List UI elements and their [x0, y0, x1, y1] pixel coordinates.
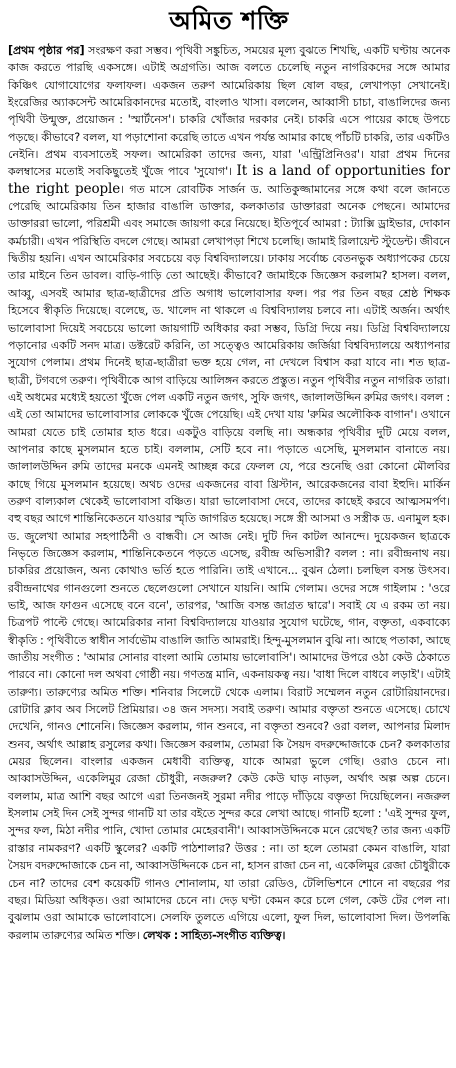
body-paragraph-1: সংরক্ষণ করা সম্ভব। পৃথিবী সঙ্কুচিত, সময়ের মূল্য বুঝতে শিখছি, একটি ঘণ্টায় অনেক কাজ করতে পারছি একসঙ্গে। এটাই অগ্রগতি। আজ বলতে চেলেছি নতুন নাগরিকদের সঙ্গে আমার কিঞ্চিৎ যোগাযোগের ফলাফল। একজন তরুণ আমেরিকায় ছিল ষোল বছর, লেখাপড়া সেখানেই। ইংরেজির অ্যাকসেন্ট আমেরিকানদের মতোই, বাংলাও খাসা। বললেন, আব্বাসী চাচা, বাঙালিদের জন্য পৃথিবী উন্মুক্ত, প্রয়োজন : 'স্মার্টনেস'। চাকরি খোঁজার দরকার নেই। চাকরি এসে পায়ের কাছে উপচে পড়ছে। কীভাবে? বলল, যা পড়াশোনা করেছি তাতে এখন পর্যন্ত আমার কাছে পাঁচটি চাকরি, তার একটিও নেইনি। প্রথম ব্যবসাতেই সফল। আমেরিকা তাদের জন্য, যারা 'এন্ট্রিপ্রিনিওর'। যারা প্রথম দিনের কলম্বাসের মতোই সবকিছুতেই খুঁজে পাবে 'সুযোগ'।	[8, 44, 450, 179]
body-paragraph-2: । গত মাসে রোবটিক সার্জন ড. আতিকুজ্জামানের সঙ্গে কথা বলে জানতে পেরেছি আমেরিকায় তিন হাজার বাঙালি ডাক্তার, কলকাতার ডাক্তাররা অনেক পেছনে। আমাদের ডাক্তাররা ভালো, পরিশ্রমী এবং সমাজে জায়গা করে নিয়েছে। ইতিপূর্বে আমরা : ট্যাক্সি ড্রাইভার, দোকান কর্মচারী। এখন পরিস্থিতি বদলে গেছে। আমরা লেখাপড়া শিখে চলেছি। জামাই রিলায়েন্ট স্টুডেন্ট। জীবনে দ্বিতীয় হয়নি। এখন আমেরিকার সবচেয়ে বড় বিশ্ববিদ্যালয়ে। ঢাকায় সর্বোচ্চ বেতনভুক অধ্যাপকের চেয়ে তার মাইনে তিন ডাবল। বাড়ি-গাড়ি তো আছেই। কীভাবে? জামাইকে জিজ্ঞেস করলাম? হাসল। বলল, আব্বু, এসবই আমার ছাত্র-ছাত্রীদের প্রতি অগাধ ভালোবাসার ফল। পর পর তিন বছর শ্রেষ্ঠ শিক্ষক হিসেবে স্বীকৃতি দিয়েছে। বলেছে, ড. খালেদ না থাকলে এ বিশ্ববিদ্যালয় চলবে না। এটাই অর্জন। অর্থাৎ ভালোবাসা দিয়েই সবচেয়ে ভালো জায়গাটি অধিকার করা সম্ভব, ডিগ্রি দিয়ে নয়। ডিগ্রি বিশ্ববিদ্যালয়ে পড়ানোর একটি সনদ মাত্র। ডক্টরেট করিনি, তা সত্ত্বেও আমেরিকায় জর্জিয়া বিশ্ববিদ্যালয়ে অধ্যাপনার সুযোগ পেলাম। প্রথম দিনেই ছাত্র-ছাত্রীরা ভক্ত হয়ে গেল, না দেখলে বিশ্বাস করা যাবে না। শত ছাত্র-ছাত্রী, টগবগে তরুণ। পৃথিবীকে আগ বাড়িয়ে আলিঙ্গন করতে প্রস্তুত। নতুন পৃথিবীর নতুন নাগরিক তারা। এই অধমের মধ্যেই হয়তো খুঁজে পেল একটি নতুন জগৎ, সুফি জগৎ, জালালউদ্দিন রুমির জগৎ। বলল : এই তো আমাদের ভালোবাসার লোককে খুঁজে পেয়েছি। এই দেখা যায় 'রুমির অলৌকিক বাগান'। ওখানে আমরা যেতে চাই তোমার হাত ধরে। একটুও বাড়িয়ে বলছি না। অন্ধকার পৃথিবীর দুটি মেয়ে বলল, আপনার কাছে মুসলমান হতে চাই। বললাম, সেটি হবে না। পড়াতে এসেছি, মুসলমান বানাতে নয়। জালালউদ্দিন রুমি তাদের মনকে এমনই আচ্ছন্ন করে ফেলল যে, পরে শুনেছি ওরা কোনো মৌলবির কাছে গিয়ে মুসলমান হয়েছে। অথচ ওদের একজনের বাবা খ্রিস্টান, আরেকজনের বাবা ইহুদি। মার্কিন তরুণ বাল্যকাল থেকেই ভালোবাসা বঞ্চিত। যারা ভালোবাসা দেবে, তাদের কাছেই করবে আত্মসমর্পণ। বহু বছর আগে শান্তিনিকেতনে যাওয়ার স্মৃতি জাগরিত হয়েছে। সঙ্গে স্ত্রী আসমা ও সস্ত্রীক ড. এনামুল হক। ড. জুলেখা আমার সহপাঠিনী ও বান্ধবী। সে আজ নেই। দুটি দিন কাটল আনন্দে। দুয়েকজন ছাত্রকে নিভৃতে জিজ্ঞেস করলাম, শান্তিনিকেতনে পড়তে এসেছ, রবীন্দ্র অভিসারী? বলল : না। রবীন্দ্রনাথ নয়। চাকরির প্রয়োজন, অন্য কোথাও ভর্তি হতে পারিনি। তাই এখানে... বুঝন ঠেলা। চলছিল বসন্ত উৎসব। রবীন্দ্রনাথের গানগুলো শুনতে ছেলেগুলো সেখানে যায়নি। আমি গেলাম। ওদের সঙ্গে গাইলাম : 'ওরে ভাই, আজ ফাগুন এসেছে বনে বনে', তারপর, 'আজি বসন্ত জাগ্রত দ্বারে'। সবাই যে এ রকম তা নয়। চিত্রপট পাল্টে গেছে। আমেরিকার নানা বিশ্ববিদ্যালয়ে যাওয়ার সুযোগ ঘটেছে, গান, বক্তৃতা, একবাক্যে স্বীকৃতি : পৃথিবীতে স্বাধীন সার্বভৌম বাঙালি জাতি আমরাই। হিন্দু-মুসলমান বুঝি না। আছে পতাকা, আছে জাতীয় সংগীত : 'আমার সোনার বাংলা আমি তোমায় ভালোবাসি'। আমাদের উপরে ওঠা কেউ ঠেকাতে পারবে না। কোনো দল অথবা গোষ্ঠী নয়। গণতন্ত্র মানি, একনায়কত্ব নয়। 'বাধা দিলে বাধবে লড়াই'। এটাই তারুণ্য। তারুণ্যের অমিত শক্তি। শনিবার সিলেটে থেকে এলাম। বিরাট সম্মেলন নতুন রোটারিয়ানদের। রোটারি ক্লাব অব সিলেট প্রিমিয়ার। ৩৪ জন সদস্য। সবাই তরুণ। আমার বক্তৃতা শুনতে এসেছে। চোখে দেখেনি, গানও শোনেনি। জিজ্ঞেস করলাম, গান শুনবে, না বক্তৃতা শুনবে? ওরা বলল, আপনার মিলাদ শুনব, অর্থাৎ আল্লাহ রসুলের কথা। জিজ্ঞেস করলাম, তোমরা কি সৈয়দ বদরুদ্দোজাকে চেন? কলকাতার মেয়র ছিলেন। বাংলার একজন মেধাবী ব্যক্তিত্ব, যাকে আমরা ভুলে গেছি। ওরাও চেনে না। আব্বাসউদ্দিন, একেলিমুর রেজা চৌধুরী, নজরুল? কেউ কেউ ঘাড় নাড়ল, অর্থাৎ অল্প অল্প চেনে। বললাম, মাত্র আশি বছর আগে এরা তিনজনই সুরমা নদীর পাড়ে দাঁড়িয়ে বক্তৃতা দিয়েছিলেন। নজরুল ইসলাম সেই দিন সেই সুন্দর গানটি যা তার বইতে সুন্দর করে লেখা আছে। গানটি হলো : 'এই সুন্দর ফুল, সুন্দর ফল, মিঠা নদীর পানি, খোদা তোমার মেহেরবানী'। আব্বাসউদ্দিনকে মনে রেখেছ? তার জন্য একটি রাস্তার নামকরণ? একটি স্কুলের? একটি পাঠশালার? উত্তর : না। তা হলে তোমরা কেমন বাঙালি, যারা সৈয়দ বদরুদ্দোজাকে চেন না, আব্বাসউদ্দিনকে চেন না, হাসন রাজা চেন না, একেলিমুর রেজা চৌধুরীকে চেন না? তাদের বেশ কয়েকটি গানও শোনালাম, যা তারা রেডিও, টেলিভিশনে শোনে না বছরের পর বছর। মিডিয়া অধিকৃত। ওরা আমাদের চেনে না। দেড় ঘণ্টা কেমন করে চলে গেল, কেউ টের পেল না। বুঝলাম ওরা আমাকে ভালোবাসে। সেলফি তুলতে এগিয়ে এলো, ফুল দিল, ভালোবাসা দিল। উপলব্ধি করলাম তারুণ্যের অমিত শক্তি।	[8, 182, 451, 942]
author-label: লেখক :	[142, 928, 179, 942]
english-quote: It is a land of opportunities for the right people	[8, 163, 450, 197]
continuation-tag: [প্রথম পৃষ্ঠার পর]	[8, 44, 85, 57]
author-description: সাহিত্য-সংগীত ব্যক্তিত্ব।	[181, 928, 286, 942]
article-title: অমিত শক্তি	[169, 6, 289, 35]
article-body	[8, 42, 450, 944]
